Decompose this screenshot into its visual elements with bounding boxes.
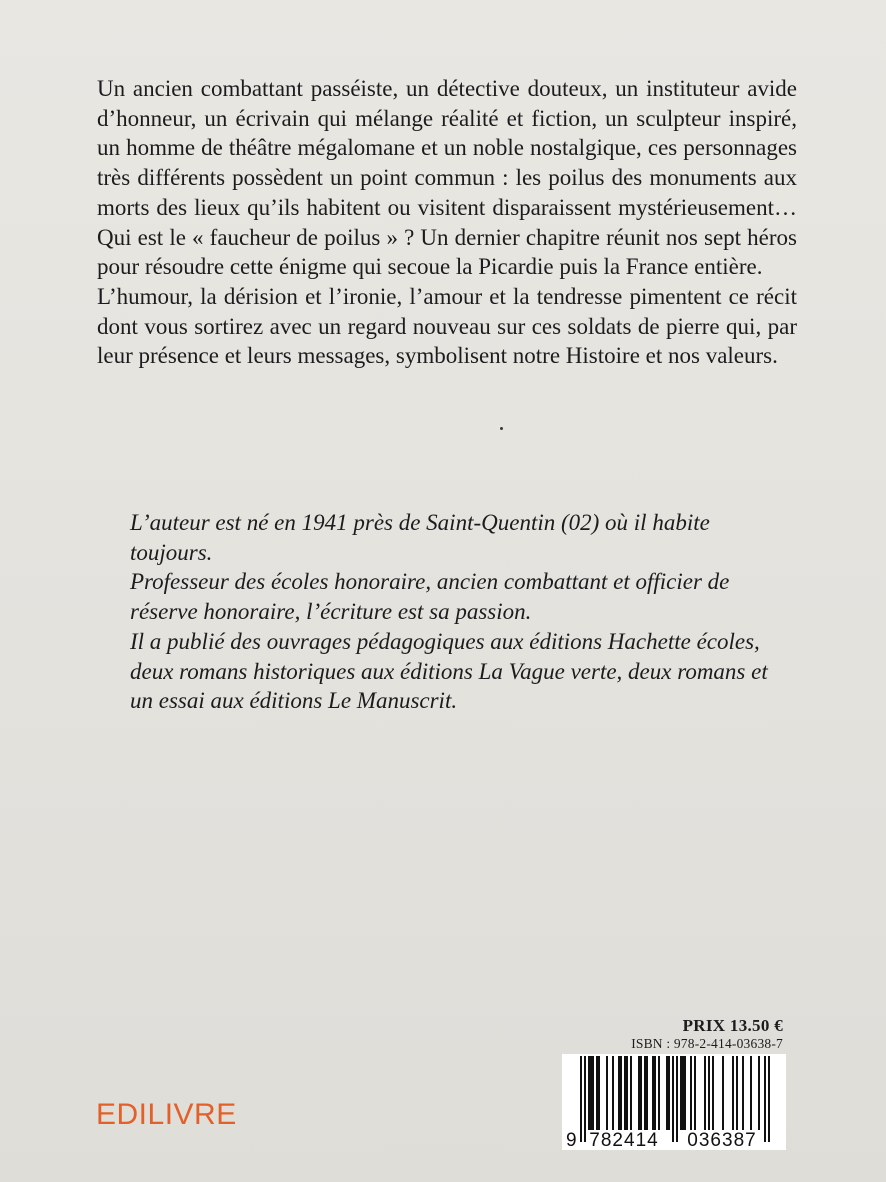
summary-paragraph-1: Un ancien combattant passéiste, un détective douteux, un instituteur avide d’honneur, un écrivain qui mélange réalité et fiction, un sculpteur inspiré, un homme de théâtre mégalomane et un noble nostalgique, ces personnages très différents possèdent un point commun : les poilus des monuments aux morts des lieux qu’ils habitent ou visitent disparaissent mystérieusement… Qui est le « faucheur de poilus » ? Un dernier chapitre réunit nos sept héros pour résoudre cette énigme qui secoue la Picardie puis la France entière. (97, 76, 797, 280)
barcode-guard-bar (764, 1056, 766, 1142)
barcode-left-digits: 782414 (589, 1130, 659, 1150)
summary-paragraph-2: L’humour, la dérision et l’ironie, l’amour et la tendresse pimentent ce récit dont vous sortirez avec un regard nouveau sur ces soldats de pierre qui, par leur présence et leurs messages, symbolisent notre Histoire et nos valeurs. (97, 283, 797, 369)
barcode-bar (712, 1056, 714, 1130)
barcode-bar (598, 1056, 600, 1130)
barcode-bar (708, 1056, 710, 1130)
barcode-bar (644, 1056, 646, 1130)
barcode-bar (684, 1056, 686, 1130)
barcode-guard-bar (584, 1056, 586, 1142)
barcode-bar (680, 1056, 682, 1130)
bio-paragraph-2: Professeur des écoles honoraire, ancien combattant et officier de réserve honoraire, l’écriture est sa passion. (130, 569, 730, 625)
barcode-right-digits: 036387 (687, 1130, 757, 1150)
barcode-bar (704, 1056, 706, 1130)
barcode (562, 1054, 786, 1150)
barcode-bar (624, 1056, 626, 1130)
barcode-bar (630, 1056, 632, 1130)
barcode-bar (750, 1056, 752, 1130)
barcode-bar (654, 1056, 656, 1130)
barcode-bar (618, 1056, 620, 1130)
barcode-bar (666, 1056, 668, 1130)
barcode-bar (652, 1056, 654, 1130)
barcode-guard-bar (768, 1056, 770, 1142)
price-label: PRIX 13.50 € (682, 1016, 783, 1035)
barcode-bar (592, 1056, 594, 1130)
barcode-bar (612, 1056, 614, 1130)
barcode-bar (668, 1056, 670, 1130)
barcode-guard-bar (672, 1056, 674, 1142)
barcode-bar (626, 1056, 628, 1130)
barcode-bar (722, 1056, 724, 1130)
barcode-bar (758, 1056, 760, 1130)
barcode-first-digit: 9 (566, 1130, 577, 1150)
barcode-bar (732, 1056, 734, 1130)
barcode-bar (606, 1056, 608, 1130)
barcode-bar (620, 1056, 622, 1130)
barcode-bar (638, 1056, 640, 1130)
isbn-label: ISBN : 978-2-414-03638-7 (631, 1036, 783, 1051)
barcode-bar (690, 1056, 692, 1130)
barcode-guard-bar (580, 1056, 582, 1142)
barcode-bar (640, 1056, 642, 1130)
barcode-bar (658, 1056, 660, 1130)
barcode-bar (682, 1056, 684, 1130)
book-summary (97, 74, 797, 371)
barcode-bar (736, 1056, 738, 1130)
print-speck (500, 427, 503, 430)
barcode-bar (694, 1056, 696, 1130)
barcode-bar (742, 1056, 744, 1130)
barcode-bar (588, 1056, 590, 1130)
barcode-bar (646, 1056, 648, 1130)
bio-paragraph-3: Il a publié des ouvrages pédagogiques aux éditions Hachette écoles, deux romans historiques aux éditions La Vague verte, deux romans et un essai aux éditions Le Manuscrit. (130, 628, 768, 714)
barcode-bar (596, 1056, 598, 1130)
barcode-bar (590, 1056, 592, 1130)
publisher-logo: EDILIVRE (96, 1098, 237, 1131)
barcode-graphic (562, 1054, 786, 1150)
barcode-guard-bar (676, 1056, 678, 1142)
bio-paragraph-1: L’auteur est né en 1941 près de Saint-Quentin (02) où il habite toujours. (130, 510, 710, 565)
author-biography (130, 508, 770, 716)
